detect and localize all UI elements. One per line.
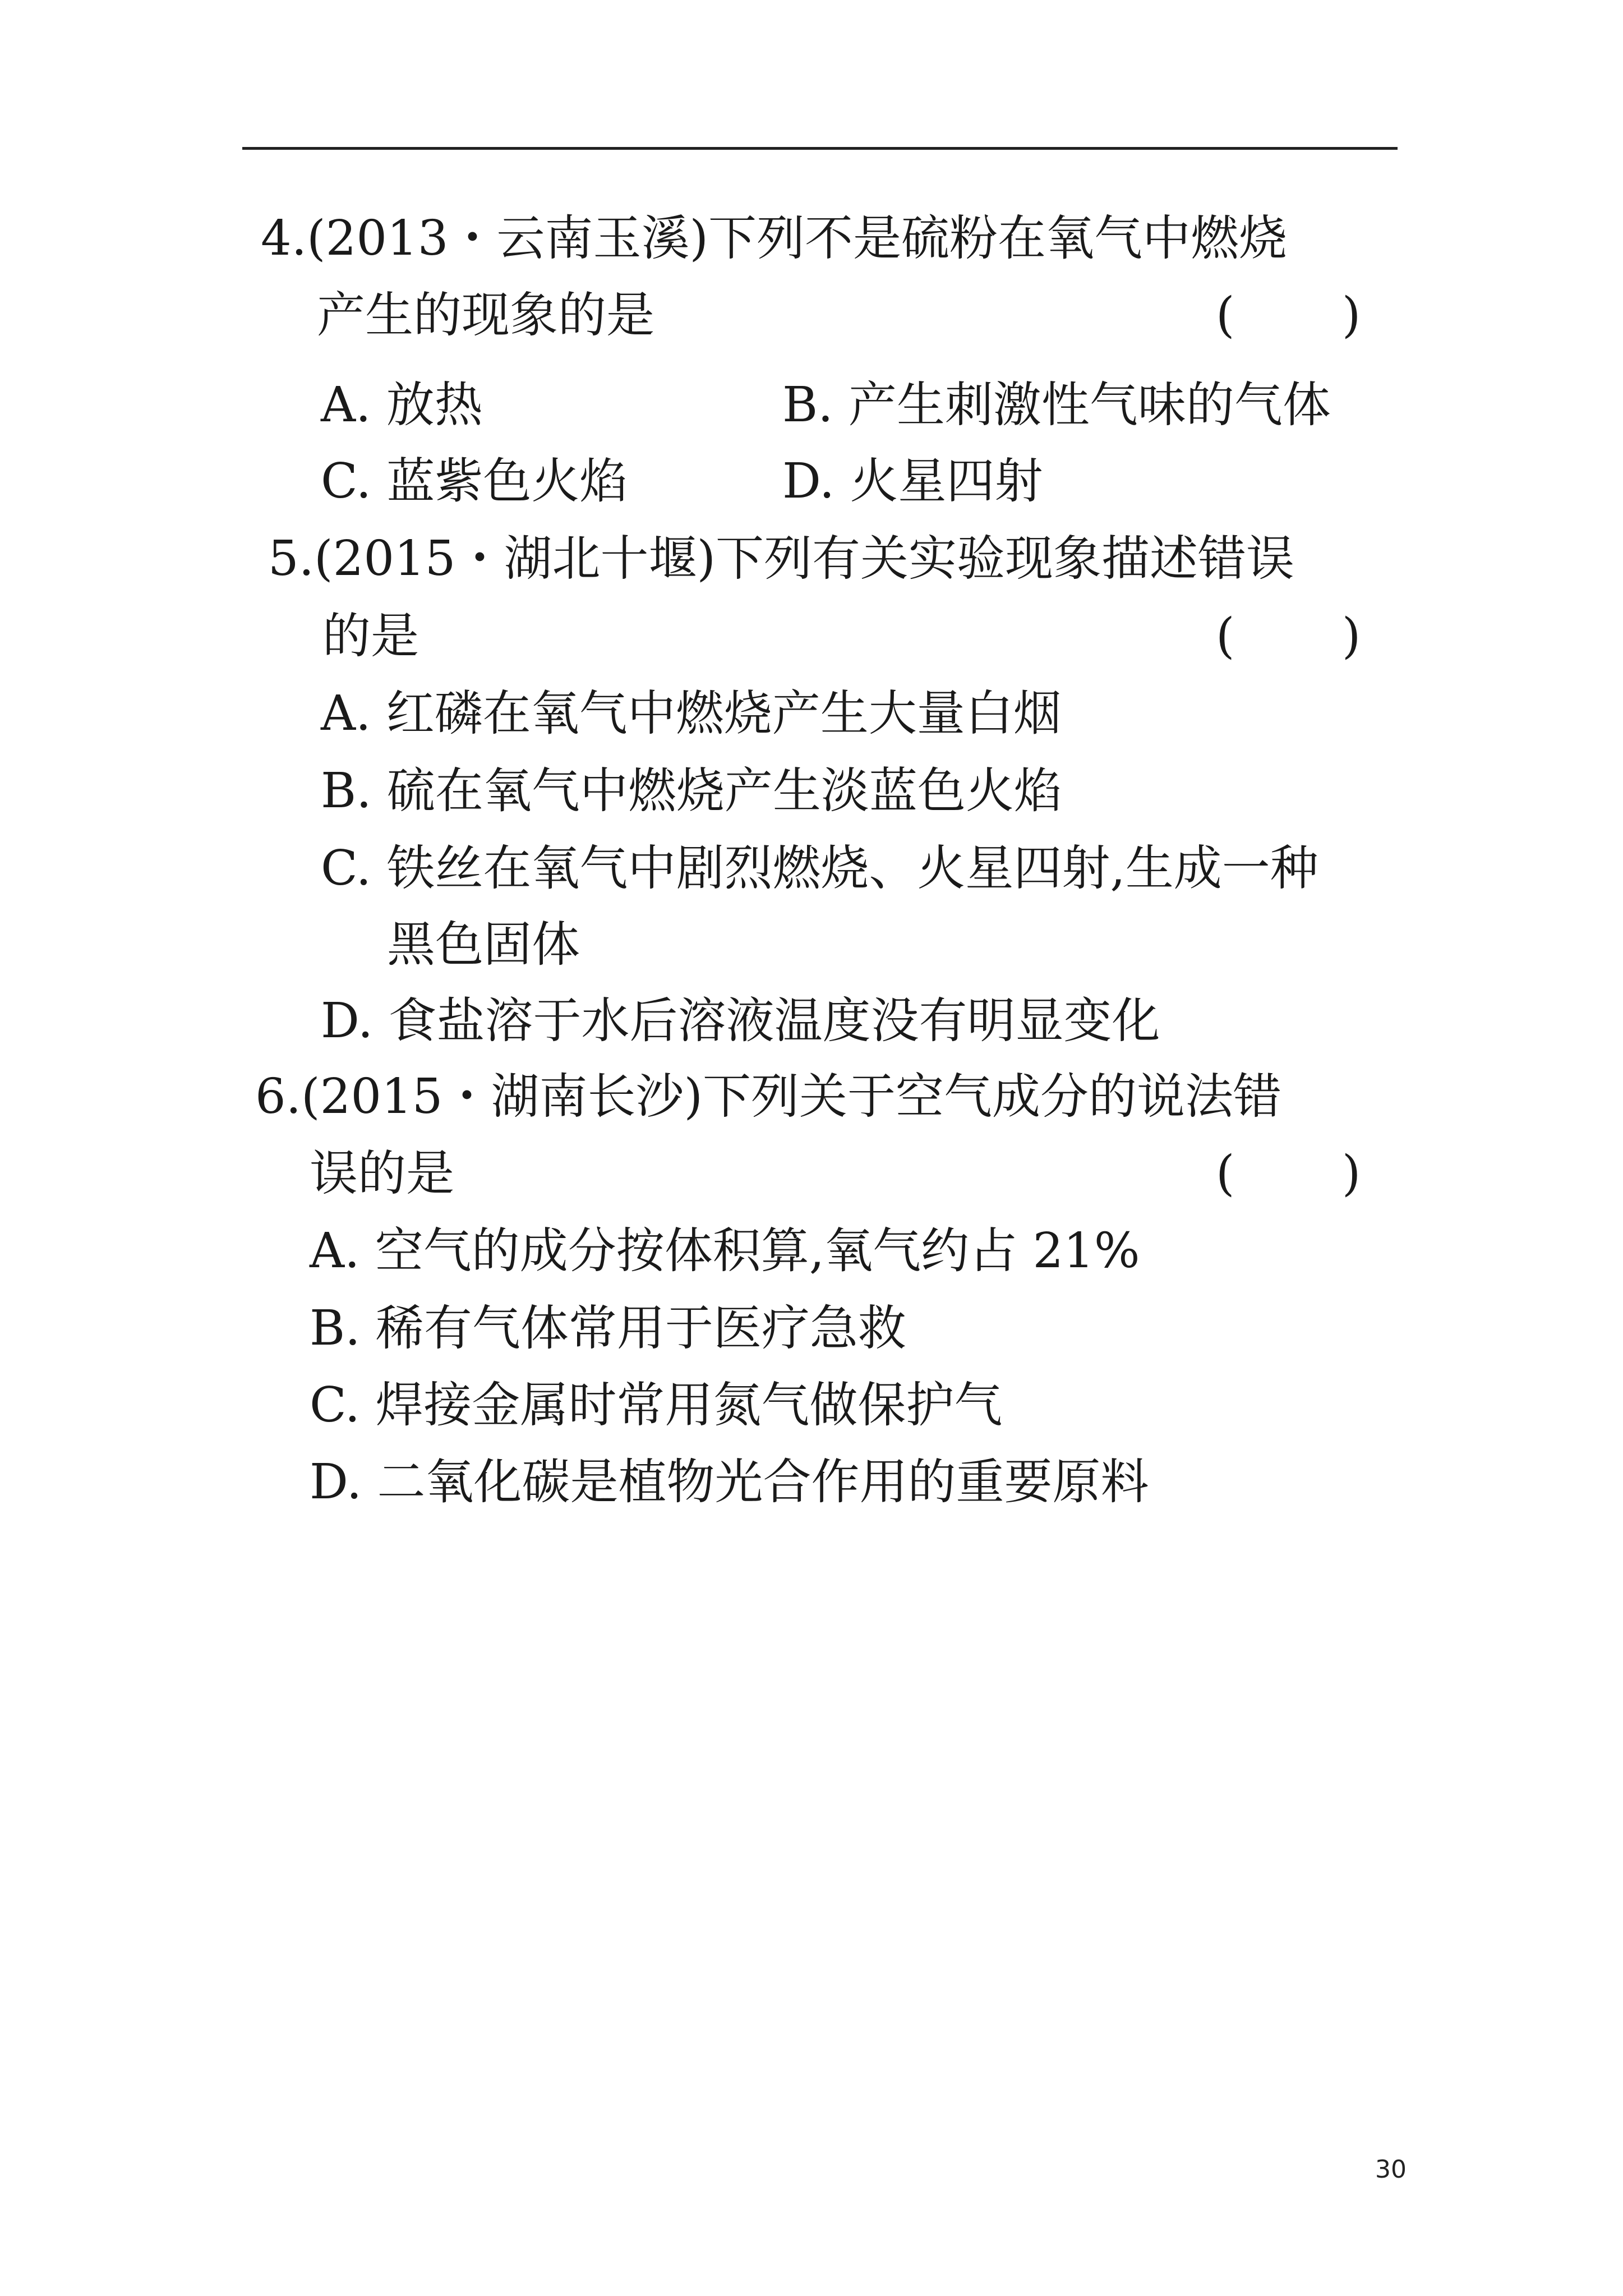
- question-5-option-c-line1: C. 铁丝在氧气中剧烈燃烧、火星四射,生成一种: [321, 840, 1318, 896]
- question-6-option-a: A. 空气的成分按体积算,氧气约占 21%: [310, 1223, 1140, 1279]
- question-5-stem-line2: 的是: [322, 608, 419, 664]
- page-number: 30: [1375, 2155, 1407, 2184]
- question-5-option-d: D. 食盐溶于水后溶液温度没有明显变化: [321, 993, 1160, 1049]
- question-4-option-d: D. 火星四射: [782, 453, 1043, 509]
- question-6-answer-blank: ( ): [1216, 1145, 1361, 1202]
- question-4-stem-line2: 产生的现象的是: [317, 287, 654, 343]
- question-4-option-a: A. 放热: [321, 377, 483, 433]
- question-6-option-c: C. 焊接金属时常用氮气做保护气: [310, 1377, 1003, 1433]
- question-4-stem-line1: 4.(2013・云南玉溪)下列不是硫粉在氧气中燃烧: [261, 210, 1288, 266]
- question-5-stem-line1: 5.(2015・湖北十堰)下列有关实验现象描述错误: [268, 531, 1295, 587]
- question-6-stem-line2: 误的是: [310, 1145, 454, 1202]
- header-rule: [242, 147, 1398, 150]
- question-6-option-b: B. 稀有气体常用于医疗急救: [310, 1300, 906, 1356]
- question-5-option-b: B. 硫在氧气中燃烧产生淡蓝色火焰: [321, 763, 1062, 819]
- question-6-option-d: D. 二氧化碳是植物光合作用的重要原料: [310, 1454, 1149, 1510]
- question-5-option-a: A. 红磷在氧气中燃烧产生大量白烟: [321, 685, 1062, 742]
- question-4-answer-blank: ( ): [1216, 287, 1361, 343]
- question-4-option-c: C. 蓝紫色火焰: [321, 453, 628, 509]
- question-5-option-c-line2: 黑色固体: [387, 917, 580, 973]
- question-4-option-b: B. 产生刺激性气味的气体: [782, 377, 1331, 433]
- question-6-stem-line1: 6.(2015・湖南长沙)下列关于空气成分的说法错: [255, 1069, 1282, 1125]
- question-5-answer-blank: ( ): [1216, 608, 1361, 664]
